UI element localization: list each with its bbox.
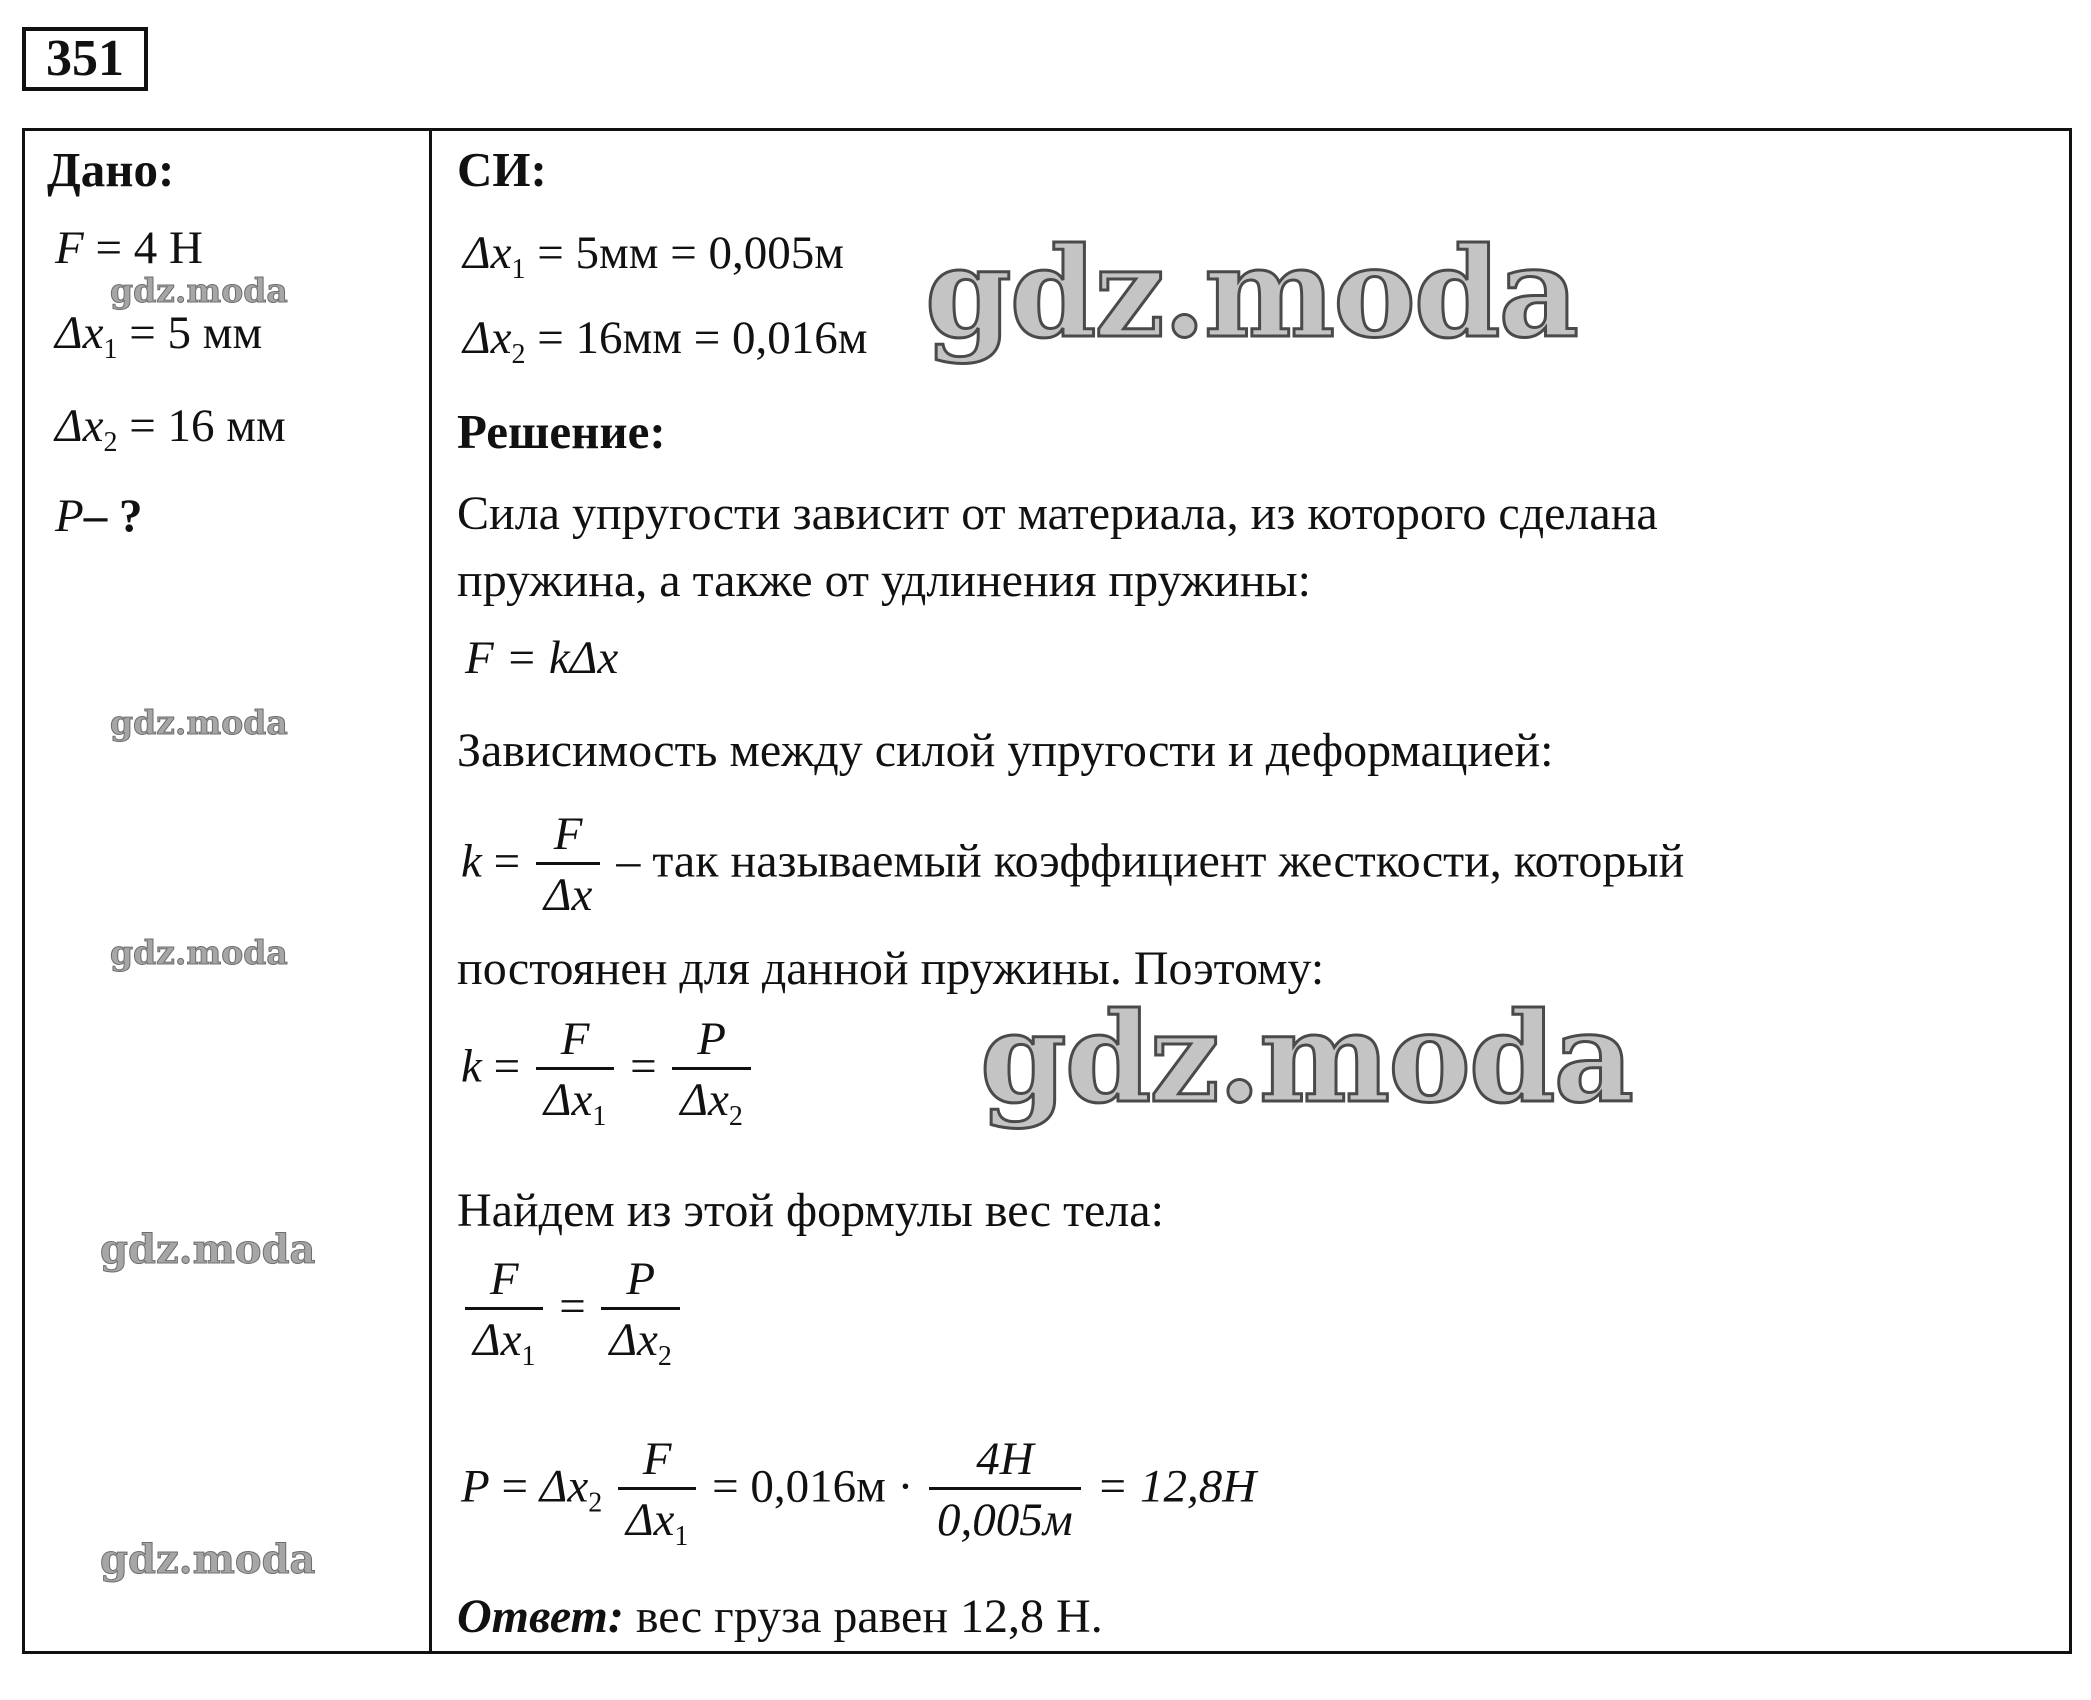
- problem-number: 351: [22, 27, 148, 91]
- si-dx2: $\Delta x_2 = 16мм = 0,016м$: [463, 312, 868, 370]
- watermark-logo: gdz.moda: [980, 986, 1632, 1131]
- answer-line: Ответ: вес груза равен 12,8 Н.: [457, 1590, 1103, 1643]
- given-unknown: P– ?: [55, 490, 143, 542]
- solution-paragraph-1-line-2: пружина, а также от удлинения пружины:: [457, 554, 1311, 607]
- stiffness-definition: k = $\frac{F}{\Delta x}$ – так называемый коэффициент жесткости, который: [461, 806, 1684, 925]
- given-header: Дано:: [47, 142, 175, 197]
- given-force: F = 4 Н: [55, 222, 203, 274]
- watermark-logo: gdz.moda: [100, 1226, 316, 1273]
- watermark-logo: gdz.moda: [100, 1536, 316, 1583]
- solution-table: [22, 128, 2072, 1654]
- solution-paragraph-2: Зависимость между силой упругости и деформацией:: [457, 724, 1554, 777]
- hooke-law-formula: F = kΔx: [465, 632, 619, 684]
- proportion-formula: $\frac{F}{\Delta x_1}$ = $\frac{P}{\Delta x_2}$: [461, 1251, 684, 1370]
- solution-paragraph-4: постоянен для данной пружины. Поэтому:: [457, 942, 1325, 995]
- column-divider: [429, 131, 432, 1651]
- watermark-logo: gdz.moda: [110, 703, 288, 742]
- weight-calculation: $P = \Delta x_2$ $\frac{F}{\Delta x_1}$ = 0,016м · $\frac{4Н}{0,005м}$ = 12,8Н: [461, 1433, 1257, 1552]
- solution-paragraph-5: Найдем из этой формулы вес тела:: [457, 1184, 1164, 1237]
- watermark-logo: gdz.moda: [110, 933, 288, 972]
- given-dx1: $\Delta x_1 = 5$ мм: [55, 307, 263, 365]
- solution-paragraph-1-line-1: Сила упругости зависит от материала, из которого сделана: [457, 487, 1658, 540]
- watermark-logo: gdz.moda: [110, 271, 288, 310]
- si-dx1: $\Delta x_1 = 5мм = 0,005м$: [463, 227, 844, 285]
- given-dx2: $\Delta x_2 = 16$ мм: [55, 400, 286, 458]
- solution-header: Решение:: [457, 404, 666, 459]
- si-header: СИ:: [457, 142, 547, 197]
- stiffness-equality: k = $\frac{F}{\Delta x_1}$ = $\frac{P}{\Delta x_2}$: [461, 1011, 755, 1130]
- watermark-logo: gdz.moda: [925, 221, 1577, 366]
